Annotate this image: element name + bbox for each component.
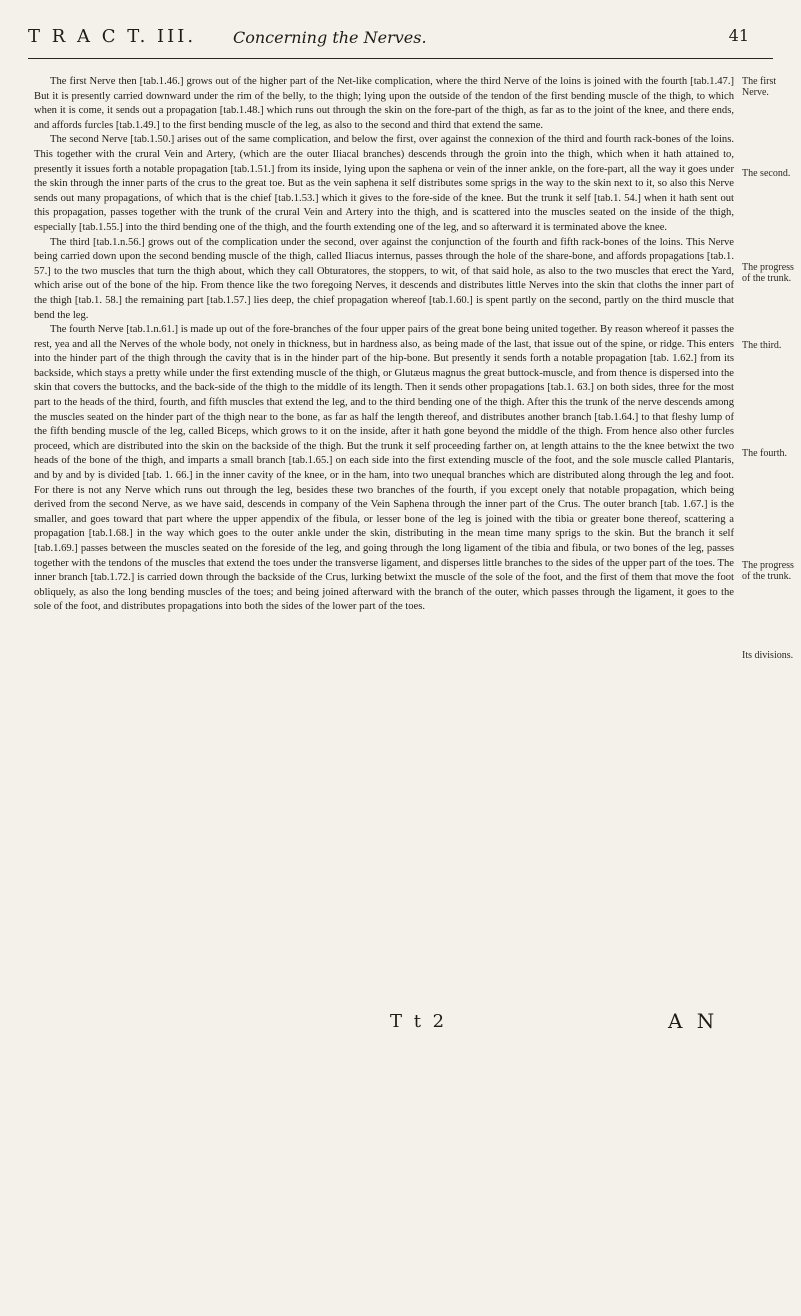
paragraph-third-nerve: The third [tab.1.n.56.] grows out of the complication under the second, over against the conjunction of the fourth and fifth rack-bones of the loins. This Nerve being carried down upon the second bending muscle of the thigh, called Iliacus internus, passes through the hole of the share-bone, and affords propagations [tab.1. 57.] to the two muscles that turn the thigh about, which they call Obturatores, the stoppers, to wit, of that said hole, as also to the two muscles that erect the Yard, which arise out of the bone of the hip. From thence like the two foregoing Nerves, it descends and distributes little Nerves into the skin that cloths the inner part of the thigh [tab.1. 58.] the remaining part [tab.1.57.] lies deep, the chief propagation whereof [tab.1.60.] is spent partly on the second, partly on the third muscle that bend the leg. <box>34 236 734 321</box>
margin-note-fourth: The fourth. <box>742 448 787 459</box>
page-number: 41 <box>728 26 749 45</box>
page-footer <box>0 1005 801 1045</box>
margin-note-divisions: Its divisions. <box>742 650 794 661</box>
margin-note-first-nerve: The first Nerve. <box>742 76 777 98</box>
paragraph-fourth-nerve: The fourth Nerve [tab.1.n.61.] is made up out of the fore-branches of the four upper pairs of the great bone being united together. By reason whereof it passes the rest, yea and all the Nerves of the whole body, not onely in thickness, but in hardness also, as being made of the last, that issue out of the spine, or ridge. This enters into the hinder part of the thigh through the cavity that is in the hinder part of the hip-bone. But presently it sends forth a notable propagation [tab. 1.62.] from its backside, which stays a pretty while under the first extending muscle of the thigh, or Glutæus magnus the great buttock-muscle, and from thence is dispersed into the skin that covers the buttocks, and the back-side of the thigh to the middle of its length. Then it sends other propagations [tab.1. 63.] on both sides, three for the most part to the heads of the third, fourth, and fifth muscles that extend the leg, and to the third bending one of the thigh. After this the trunk of the nerve descends among the muscles seated on the hinder part of the thigh near to the bone, as far as half the length thereof, and distributes another branch [tab.1.64.] to that fleshy lump of the fifth bending muscle of the leg, called Biceps, which grows to it on the inside, after it hath gone beyond the middle of the thigh. From hence also other furcles proceed, which are distributed into the skin on the backside of the thigh. But the trunk it self proceeding farther on, at length attains to the the knee betwixt the two heads of the bone of the thigh, and imparts a small branch [tab.1.65.] on each side into the first extending muscle of the foot, and the sole muscle called Plantaris, and by and by is divided [tab. 1. 66.] in the inner cavity of the knee, or in the ham, into two unequal branches which are distributed along through the leg and foot. For there is not any Nerve which runs out through the leg, besides these two branches of the fourth, if you except onely that notable propagation, which being derived from the second Nerve, as we have said, descends in company of the Vein Saphena through the inner part of the Crus. The outer branch [tab. 1.67.] is the smaller, and goes toward that part where the upper appendix of the fibula, or lesser bone of the leg is joined with the tibia or greater bone thereof, scattering a propagation [tab.1.68.] in the way which goes to the outer ankle under the skin, distributing in the mean time many sprigs to the skin. But the branch it self [tab.1.69.] passes between the muscles seated on the foreside of the leg, and going through the long ligament of the tibia and fibula, or two bones of the leg, passes together with the tendons of the muscles that extend the toes under the transverse ligament, and disperses little branches to the sides of the upper part of the toes. The inner branch [tab.1.72.] is carried down through the backside of the Crus, lurking betwixt the muscle of the sole of the foot, and the first of them that move the foot obliquely, as also the long bending muscles of the toes; and being joined afterward with the branch of the outer, which passes through the ligament, it goes to the sole of the foot, and distributes propagations into both the sides of the lower part of the toes. <box>34 324 734 613</box>
header-rule <box>28 58 773 59</box>
catchword: A N <box>668 1009 719 1033</box>
margin-note-second: The second. <box>742 168 791 179</box>
margin-note-progress-trunk: The progress of the trunk. <box>742 262 794 284</box>
paragraph-first-nerve: The first Nerve then [tab.1.46.] grows out of the higher part of the Net-like complication, where the third Nerve of the loins is joined with the fourth [tab.1.47.] But it is presently carried downward under the rim of the belly, to the thigh; lying upon the outside of the tendon of the first bending muscle of the thigh, to which when it is come, it sends out a propagation [tab.1.48.] which runs out through the skin on the fore-part of the thigh, as far as to the joint of the knee, and there ends, and affords furcles [tab.1.49.] to the first bending muscle of the leg, as also to the second and third that extend the same. <box>34 76 734 131</box>
running-header <box>28 14 781 66</box>
paragraph-second-nerve: The second Nerve [tab.1.50.] arises out of the same complication, and below the first, over against the connexion of the third and fourth rack-bones of the loins. This together with the crural Vein and Artery, (which are the outer Iliacal branches) descends through the groin into the thigh, which when it hath attained to, presently it issues forth a notable propagation [tab.1.51.] from its inside, lying upon the saphena or vein of the inner ankle, on the fore-part, all the way it goes under the skin through the inner parts of the crus to the great toe. But as the vein saphena it self distributes some sprigs in the way to the skin next to it, so also this Nerve sends out many propagations, of which that is the chief [tab.1.53.] which it gives to the fore-side of the knee. But the trunk it self [tab.1. 54.] when it hath sent out this propagation, passes together with the trunk of the crural Vein and Artery into the thigh, and is scattered into the muscles seated on the inside of the thigh, especially [tab.1.55.] into the third bending one of the thigh, and the fourth extending one of the leg, and so afterward it is terminated above the knee. <box>34 134 734 233</box>
running-title: Concerning the Nerves. <box>233 28 427 47</box>
signature-mark: T t 2 <box>390 1011 448 1032</box>
tract-label: T R A C T. III. <box>28 26 197 47</box>
margin-note-progress-trunk-2: The progress of the trunk. <box>742 560 794 582</box>
margin-note-third: The third. <box>742 340 782 351</box>
body-text <box>34 75 734 615</box>
